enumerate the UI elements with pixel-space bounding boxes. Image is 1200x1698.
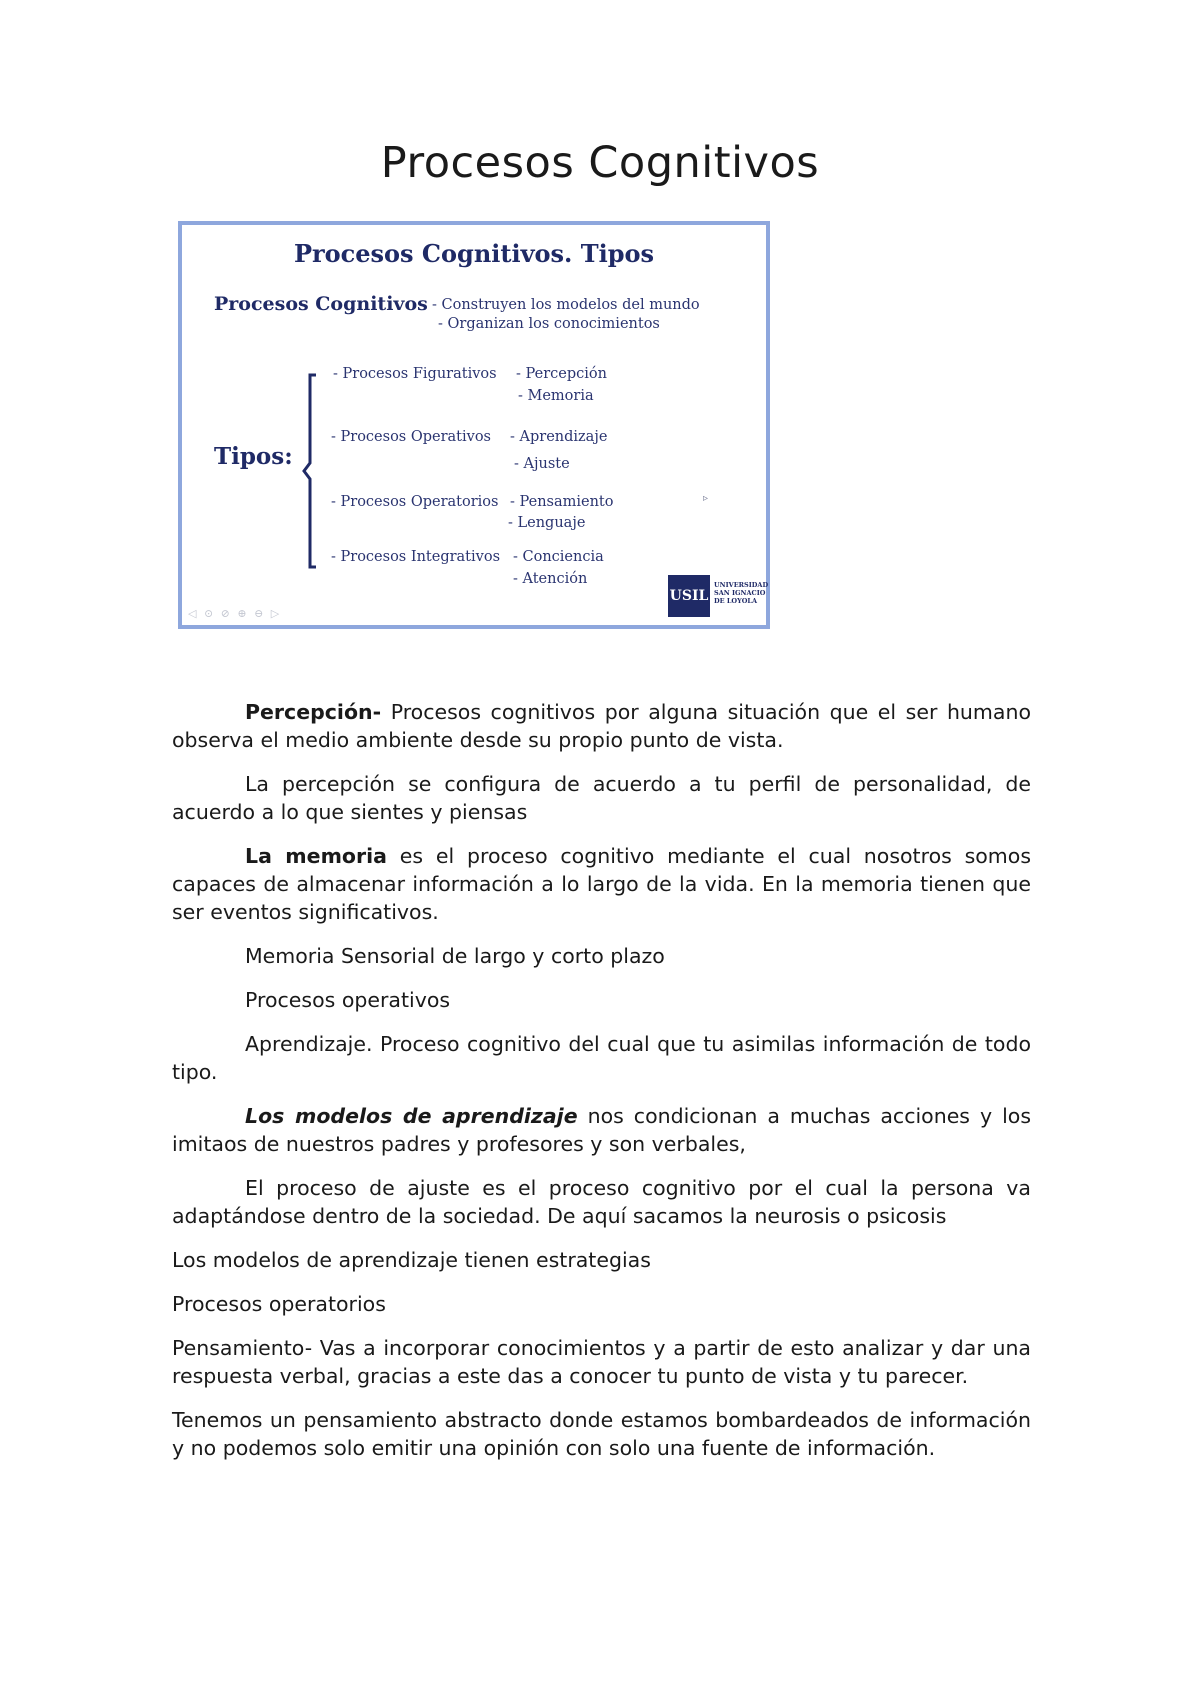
brace-icon <box>300 373 320 569</box>
logo-text-line: SAN IGNACIO <box>714 589 766 597</box>
paragraph-text: Procesos operativos <box>245 988 451 1012</box>
paragraph <box>172 942 1031 970</box>
slide-image <box>178 221 770 629</box>
paragraph <box>172 1334 1031 1390</box>
paragraph-text: La percepción se configura de acuerdo a tu perfil de personalidad, de acuerdo a lo que sientes y piensas <box>172 772 1031 824</box>
term-bold-italic: Los modelos de aprendizaje <box>245 1104 578 1128</box>
document-body <box>172 698 1031 1478</box>
group-item: - Lenguaje <box>508 515 586 531</box>
paragraph <box>172 698 1031 754</box>
page-title: Procesos Cognitivos <box>380 138 820 188</box>
paragraph-text: Procesos cognitivos por alguna situación que el ser humano observa el medio ambiente desde su propio punto de vista. <box>172 700 1031 752</box>
slide-heading-item: - Organizan los conocimientos <box>438 316 660 332</box>
paragraph <box>172 1174 1031 1230</box>
paragraph-text: es el proceso cognitivo mediante el cual nosotros somos capaces de almacenar información a lo largo de la vida. En la memoria tienen que ser eventos significativos. <box>172 844 1032 924</box>
university-logo: USIL <box>668 575 710 617</box>
play-icon: ▹ <box>703 493 709 504</box>
paragraph <box>172 1102 1031 1158</box>
slide-tipos-label: Tipos: <box>214 443 293 470</box>
paragraph <box>172 1246 1031 1274</box>
slide-title: Procesos Cognitivos. Tipos <box>293 239 655 268</box>
logo-text-line: DE LOYOLA <box>714 597 758 605</box>
slide-heading-item: - Construyen los modelos del mundo <box>432 297 700 313</box>
paragraph <box>172 1290 1031 1318</box>
group-name: - Procesos Operatorios <box>331 494 499 510</box>
term-bold: Percepción- <box>245 700 382 724</box>
group-item: - Aprendizaje <box>510 429 608 445</box>
term-bold: La memoria <box>245 844 387 868</box>
paragraph <box>172 1030 1031 1086</box>
paragraph <box>172 770 1031 826</box>
slide-heading: Procesos Cognitivos <box>214 293 428 315</box>
group-item: - Conciencia <box>513 549 604 565</box>
group-name: - Procesos Figurativos <box>333 366 497 382</box>
paragraph <box>172 1406 1031 1462</box>
paragraph-text: Pensamiento- Vas a incorporar conocimientos y a partir de esto analizar y dar una respuesta verbal, gracias a este das a conocer tu punto de vista y tu parecer. <box>172 1336 1031 1388</box>
logo-text-line: UNIVERSIDAD <box>714 581 769 589</box>
group-item: - Memoria <box>518 388 594 404</box>
group-item: - Percepción <box>516 366 607 382</box>
paragraph-text: Aprendizaje. Proceso cognitivo del cual que tu asimilas información de todo tipo. <box>172 1032 1031 1084</box>
paragraph <box>172 986 1031 1014</box>
group-name: - Procesos Integrativos <box>331 549 501 565</box>
paragraph-text: El proceso de ajuste es el proceso cognitivo por el cual la persona va adaptándose dentro de la sociedad. De aquí sacamos la neurosis o psicosis <box>172 1176 1031 1228</box>
paragraph-text: Procesos operatorios <box>172 1292 386 1316</box>
university-logo-text <box>714 581 768 605</box>
paragraph-text: Memoria Sensorial de largo y corto plazo <box>245 944 665 968</box>
group-item: - Atención <box>513 571 588 587</box>
paragraph-text: Los modelos de aprendizaje tienen estrategias <box>172 1248 651 1272</box>
paragraph-text: nos condicionan a muchas acciones y los imitaos de nuestros padres y profesores y son verbales, <box>172 1104 1032 1156</box>
paragraph <box>172 842 1031 926</box>
group-item: - Ajuste <box>514 456 570 472</box>
group-name: - Procesos Operativos <box>331 429 492 445</box>
group-item: - Pensamiento <box>510 494 614 510</box>
paragraph-text: Tenemos un pensamiento abstracto donde estamos bombardeados de información y no podemos solo emitir una opinión con solo una fuente de información. <box>172 1408 1031 1460</box>
slide-nav-icons: ◁ ⊙ ⊘ ⊕ ⊖ ▷ <box>188 607 282 620</box>
